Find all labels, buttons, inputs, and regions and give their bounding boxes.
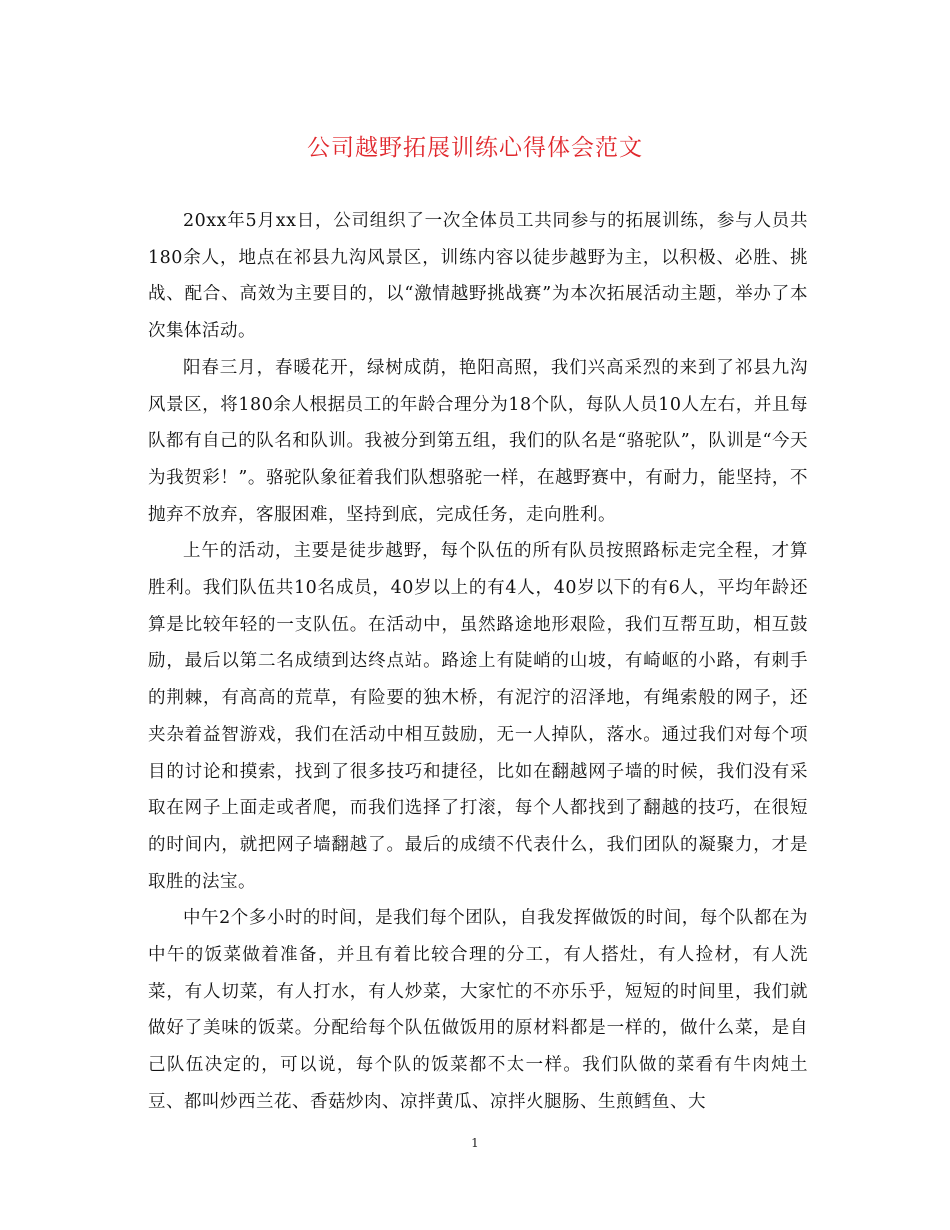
document-body <box>148 203 808 1121</box>
document-title: 公司越野拓展训练心得体会范文 <box>307 135 643 161</box>
page-number: 1 <box>471 1136 479 1150</box>
paragraph-1: 20xx年5月xx日，公司组织了一次全体员工共同参与的拓展训练，参与人员共180余人，地点在祁县九沟风景区，训练内容以徒步越野为主，以积极、必胜、挑战、配合、高效为主要目的，以“激情越野挑战赛”为本次拓展活动主题，举办了本次集体活动。 <box>148 211 808 342</box>
paragraph-2: 阳春三月，春暖花开，绿树成荫，艳阳高照，我们兴高采烈的来到了祁县九沟风景区，将180余人根据员工的年龄合理分为18个队，每队人员10人左右，并且每队都有自己的队名和队训。我被分到第五组，我们的队名是“骆驼队”，队训是“今天为我贺彩！”。骆驼队象征着我们队想骆驼一样，在越野赛中，有耐力，能坚持，不抛弃不放弃，客服困难，坚持到底，完成任务，走向胜利。 <box>148 357 808 525</box>
paragraph-4: 中午2个多小时的时间，是我们每个团队，自我发挥做饭的时间，每个队都在为中午的饭菜做着准备，并且有着比较合理的分工，有人搭灶，有人捡材，有人洗菜，有人切菜，有人打水，有人炒菜，大家忙的不亦乐乎，短短的时间里，我们就做好了美味的饭菜。分配给每个队伍做饭用的原材料都是一样的，做什么菜，是自己队伍决定的，可以说，每个队的饭菜都不太一样。我们队做的菜看有牛肉炖土豆、都叫炒西兰花、香菇炒肉、凉拌黄瓜、凉拌火腿肠、生煎鳕鱼、大 <box>148 908 808 1112</box>
paragraph-3: 上午的活动，主要是徒步越野，每个队伍的所有队员按照路标走完全程，才算胜利。我们队伍共10名成员，40岁以上的有4人，40岁以下的有6人，平均年龄还算是比较年轻的一支队伍。在活动中，虽然路途地形艰险，我们互帮互助，相互鼓励，最后以第二名成绩到达终点站。路途上有陡峭的山坡，有崎岖的小路，有刺手的荆棘，有高高的荒草，有险要的独木桥，有泥泞的沼泽地，有绳索般的网子，还夹杂着益智游戏，我们在活动中相互鼓励，无一人掉队，落水。通过我们对每个项目的讨论和摸索，找到了很多技巧和捷径，比如在翻越网子墙的时候，我们没有采取在网子上面走或者爬，而我们选择了打滚，每个人都找到了翻越的技巧，在很短的时间内，就把网子墙翻越了。最后的成绩不代表什么，我们团队的凝聚力，才是取胜的法宝。 <box>148 541 808 892</box>
